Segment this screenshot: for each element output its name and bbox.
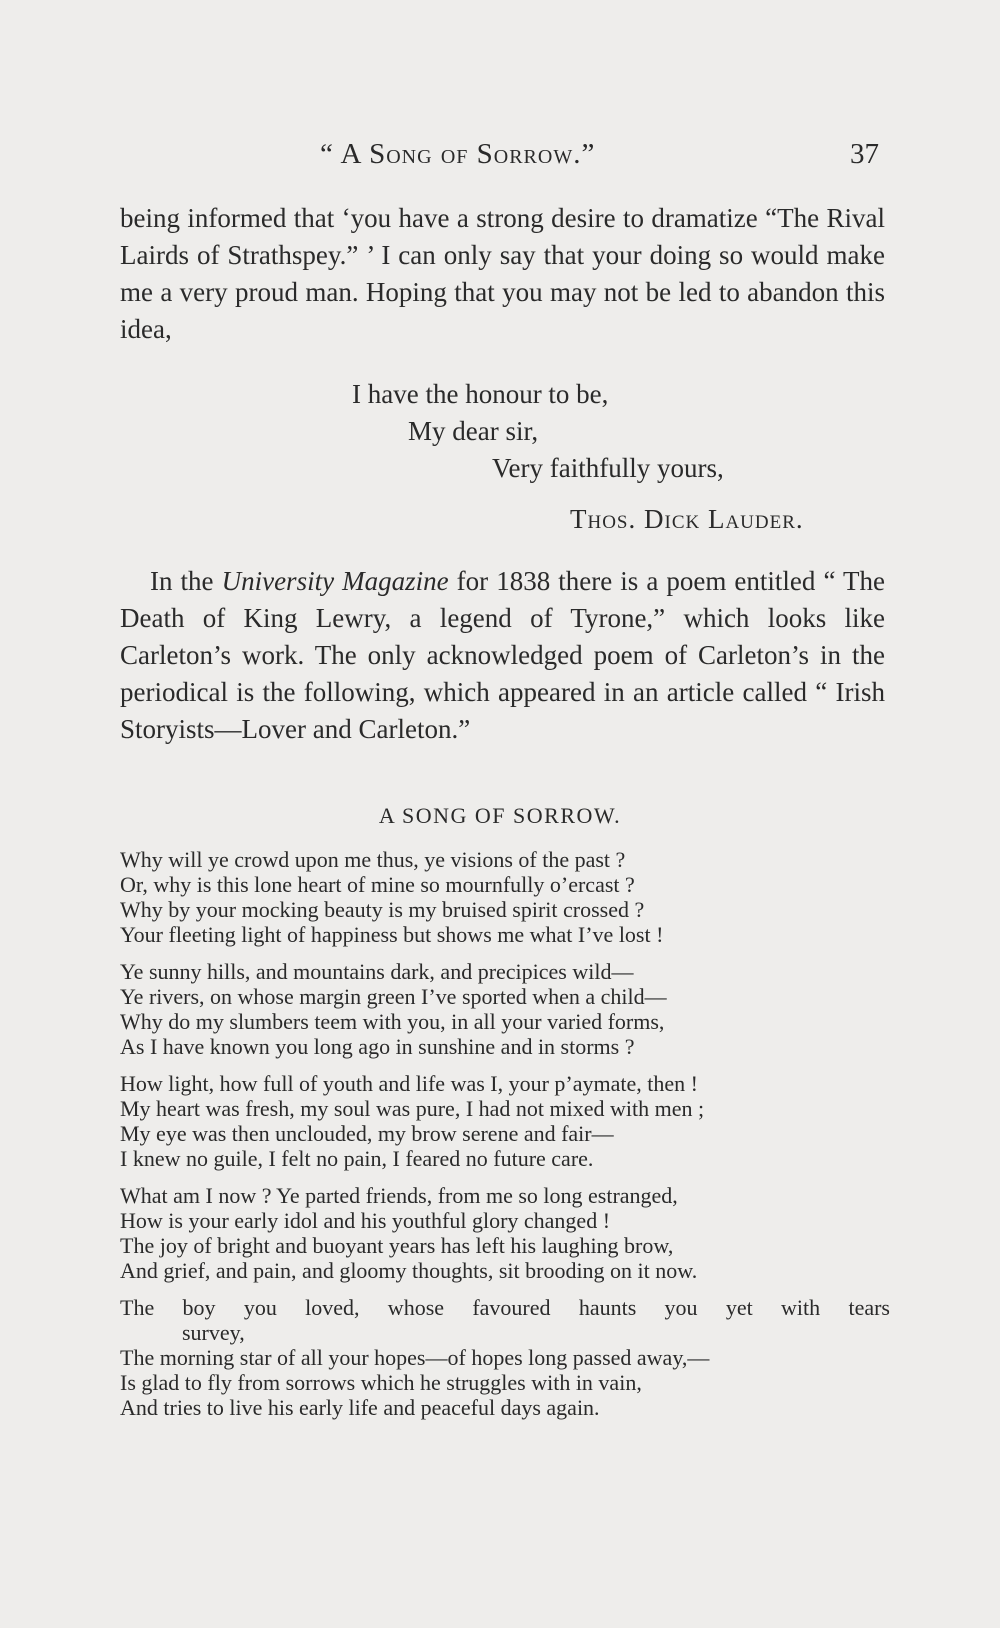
poem-stanza	[120, 1071, 890, 1171]
poem-line: Why by your mocking beauty is my bruised spirit crossed ?	[120, 897, 645, 922]
poem-line: Why will ye crowd upon me thus, ye visions of the past ?	[120, 847, 626, 872]
poem-line: My eye was then unclouded, my brow serene and fair—	[120, 1121, 614, 1146]
poem-line: Your fleeting light of happiness but shows me what I’ve lost !	[120, 922, 664, 947]
body-paragraph	[120, 563, 885, 748]
letter-closing-line-2: My dear sir,	[408, 416, 539, 446]
poem-line: I knew no guile, I felt no pain, I feared no future care.	[120, 1146, 594, 1171]
poem-stanza	[120, 847, 890, 947]
poem-line: The boy you loved, whose favoured haunts you yet with tears	[120, 1295, 890, 1320]
poem-line: Ye rivers, on whose margin green I’ve sported when a child—	[120, 984, 667, 1009]
letter-body	[120, 200, 885, 348]
letter-paragraph: being informed that ‘you have a strong desire to dramatize “The Rival Lairds of Strathspey.” ’ I can only say that your doing so would make me a very proud man. Hoping that you may not be led to abandon this idea,	[120, 203, 885, 344]
paragraph-text	[120, 563, 885, 748]
poem-line: Ye sunny hills, and mountains dark, and precipices wild—	[120, 959, 634, 984]
letter-closing-line-1: I have the honour to be,	[352, 379, 609, 409]
poem-line: The joy of bright and buoyant years has left his laughing brow,	[120, 1233, 674, 1258]
poem-line-continuation: survey,	[182, 1320, 245, 1345]
poem-line: And grief, and pain, and gloomy thoughts, sit brooding on it now.	[120, 1258, 698, 1283]
poem-line: Is glad to fly from sorrows which he struggles with in vain,	[120, 1370, 642, 1395]
poem-line: And tries to live his early life and peaceful days again.	[120, 1395, 600, 1420]
poem-stanza	[120, 1183, 890, 1283]
poem-line: Why do my slumbers teem with you, in all your varied forms,	[120, 1009, 665, 1034]
letter-closing-line-3: Very faithfully yours,	[492, 453, 724, 483]
poem-line: As I have known you long ago in sunshine and in storms ?	[120, 1034, 635, 1059]
poem-line: My heart was fresh, my soul was pure, I had not mixed with men ;	[120, 1096, 705, 1121]
letter-signature: Thos. Dick Lauder.	[570, 504, 804, 534]
poem-body	[120, 847, 890, 1432]
poem-title: A SONG OF SORROW.	[378, 803, 622, 828]
magazine-title: University Magazine	[221, 566, 449, 596]
poem-stanza	[120, 1295, 890, 1420]
poem-stanza	[120, 959, 890, 1059]
poem-line: The morning star of all your hopes—of hopes long passed away,—	[120, 1345, 710, 1370]
poem-line: Or, why is this lone heart of mine so mournfully o’ercast ?	[120, 872, 635, 897]
poem-line: What am I now ? Ye parted friends, from me so long estranged,	[120, 1183, 678, 1208]
paragraph-rest: for 1838 there is a poem entitled “ The Death of King Lewry, a legend of Tyrone,” which looks like Carleton’s work. The only acknowledged poem of Carleton’s in the periodical is the following, which appeared in an article called “ Irish Storyists—Lover and Carleton.”	[120, 566, 885, 744]
paragraph-lead: In the	[150, 566, 222, 596]
poem-line: How is your early idol and his youthful glory changed !	[120, 1208, 611, 1233]
poem-line: How light, how full of youth and life was I, your p’aymate, then !	[120, 1071, 698, 1096]
page-number: 37	[850, 138, 879, 170]
running-head-title: “ A Song of Sorrow.”	[320, 138, 596, 170]
